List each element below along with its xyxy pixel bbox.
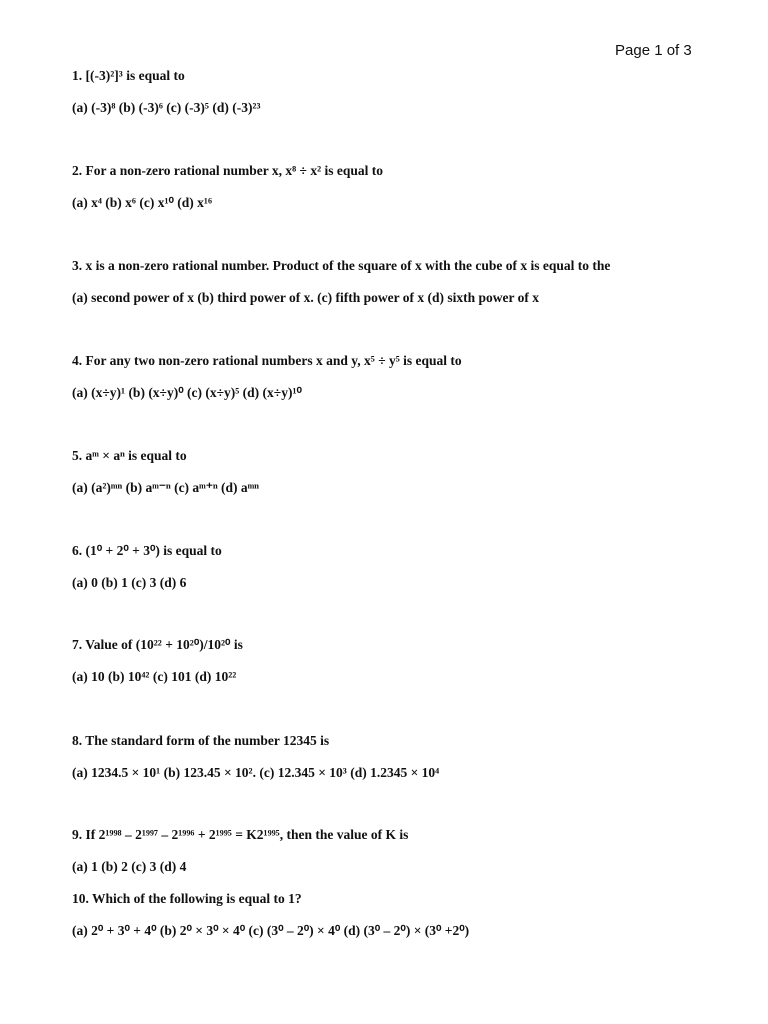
page-number: Page 1 of 3 [615,42,692,59]
question-8-text: 8. The standard form of the number 12345 is [72,733,330,748]
question-10-options: (a) 2⁰ + 3⁰ + 4⁰ (b) 2⁰ × 3⁰ × 4⁰ (c) (3⁰ – 2⁰) × 4⁰ (d) (3⁰ – 2⁰) × (3⁰ +2⁰) [72,923,470,938]
question-9-text: 9. If 2¹⁹⁹⁸ – 2¹⁹⁹⁷ – 2¹⁹⁹⁶ + 2¹⁹⁹⁵ = K2¹⁹⁹⁵, then the value of K is [72,827,409,842]
question-8-options: (a) 1234.5 × 10¹ (b) 123.45 × 10². (c) 12.345 × 10³ (d) 1.2345 × 10⁴ [72,765,440,780]
question-7-options: (a) 10 (b) 10⁴² (c) 101 (d) 10²² [72,669,237,684]
question-9-options: (a) 1 (b) 2 (c) 3 (d) 4 [72,859,187,874]
question-1-text: 1. [(-3)²]³ is equal to [72,68,185,83]
question-6-options: (a) 0 (b) 1 (c) 3 (d) 6 [72,575,187,590]
question-5-text: 5. aᵐ × aⁿ is equal to [72,448,187,463]
question-6-text: 6. (1⁰ + 2⁰ + 3⁰) is equal to [72,543,222,558]
question-1-options: (a) (-3)⁸ (b) (-3)⁶ (c) (-3)⁵ (d) (-3)²³ [72,100,261,115]
question-4-options: (a) (x÷y)¹ (b) (x÷y)⁰ (c) (x÷y)⁵ (d) (x÷y)¹⁰ [72,385,302,400]
question-4-text: 4. For any two non-zero rational numbers x and y, x⁵ ÷ y⁵ is equal to [72,353,462,368]
question-2-text: 2. For a non-zero rational number x, x⁸ ÷ x² is equal to [72,163,384,178]
question-3-text: 3. x is a non-zero rational number. Product of the square of x with the cube of x is equal to the [72,258,611,273]
question-3-options: (a) second power of x (b) third power of x. (c) fifth power of x (d) sixth power of x [72,290,539,305]
question-10-text: 10. Which of the following is equal to 1? [72,891,302,906]
question-7-text: 7. Value of (10²² + 10²⁰)/10²⁰ is [72,637,243,652]
question-5-options: (a) (a²)ᵐⁿ (b) aᵐ⁻ⁿ (c) aᵐ⁺ⁿ (d) aᵐⁿ [72,480,259,495]
question-2-options: (a) x⁴ (b) x⁶ (c) x¹⁰ (d) x¹⁶ [72,195,212,210]
